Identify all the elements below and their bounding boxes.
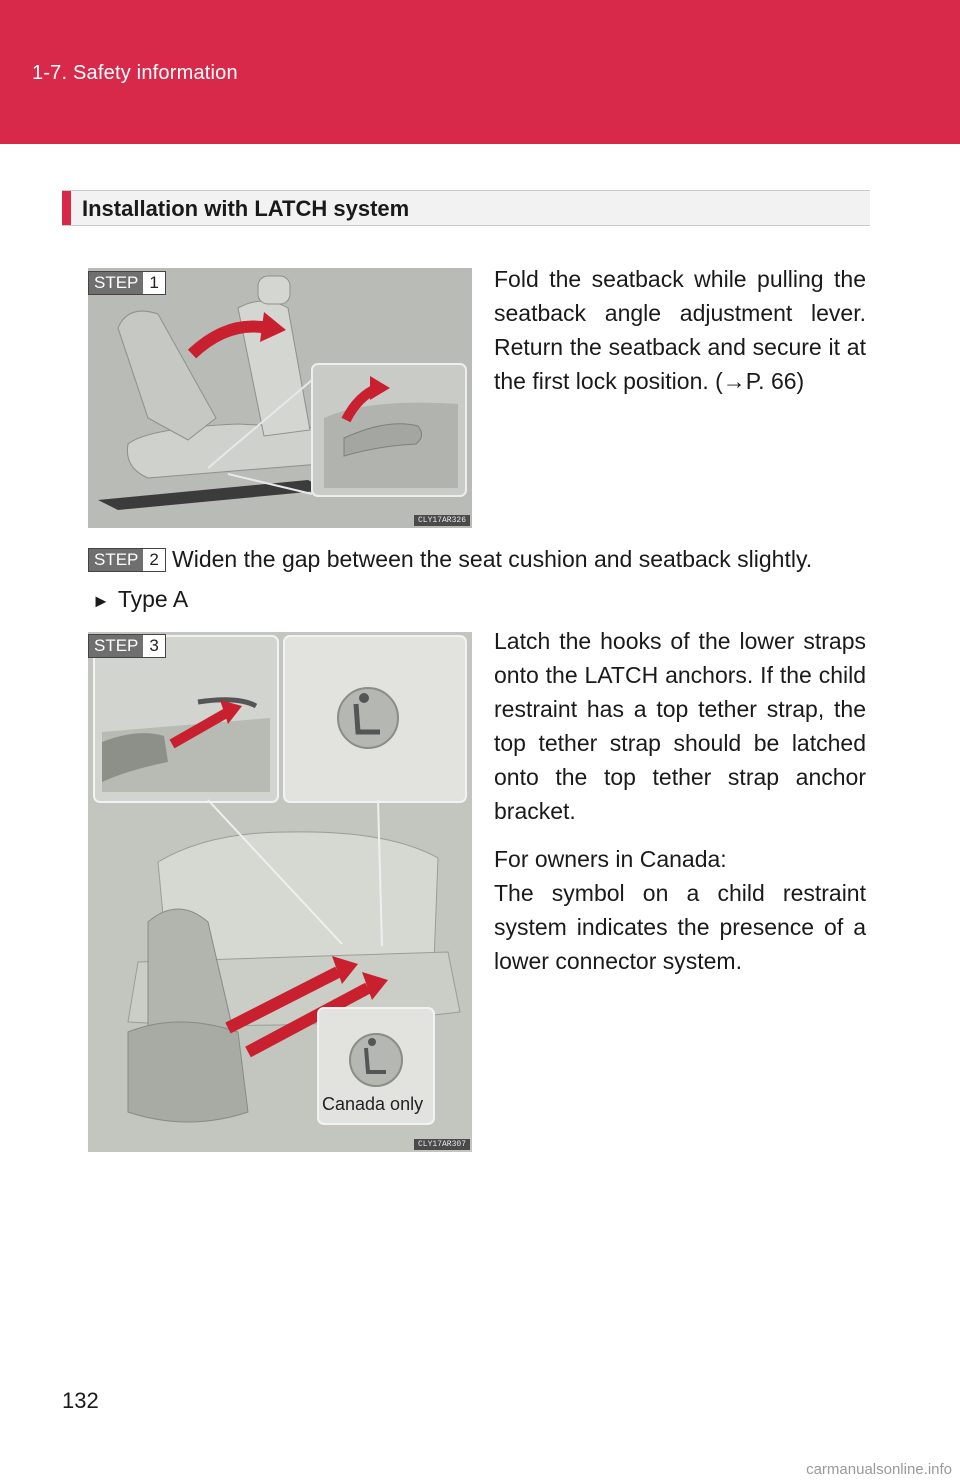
step-3-badge (88, 634, 166, 658)
step-3-text: Latch the hooks of the lower straps onto the LATCH anchors. If the child restraint has a top tether strap, the top tether strap should be latched onto the top tether strap anchor bracket. (494, 628, 866, 824)
page-number: 132 (62, 1388, 99, 1413)
triangle-bullet-icon: ► (92, 591, 110, 611)
type-marker (92, 584, 188, 616)
canada-note-heading: For owners in Canada: (494, 846, 727, 872)
step-1-badge (88, 271, 166, 295)
step-label: STEP (89, 272, 143, 294)
section-accent (62, 191, 71, 225)
watermark: carmanualsonline.info (806, 1461, 952, 1478)
section-title: Installation with LATCH system (82, 196, 410, 221)
canada-note-text: The symbol on a child restraint system indicates the presence of a lower connector system. (494, 880, 866, 974)
step-label: STEP (89, 549, 143, 571)
chapter-title: 1-7. Safety information (32, 62, 238, 84)
figure-code: CLY17AR326 (414, 515, 470, 526)
step-number: 2 (149, 550, 159, 569)
step-label: STEP (89, 635, 143, 657)
figure-seatback-fold (88, 268, 472, 528)
latch-illustration (88, 632, 472, 1152)
step-2-badge (88, 548, 166, 572)
section-title-bar (62, 190, 870, 226)
seat-illustration (88, 268, 472, 528)
figure-code: CLY17AR307 (414, 1139, 470, 1150)
figure-latch-install (88, 632, 472, 1152)
step-2-text: Widen the gap between the seat cushion and seatback slightly. (172, 546, 813, 572)
type-label: Type A (117, 586, 189, 612)
canada-only-label: Canada only (322, 1094, 424, 1114)
canada-note (494, 842, 866, 978)
step-number: 3 (149, 636, 159, 655)
step-1-text: Fold the seatback while pulling the seatback angle adjustment lever. Return the seatback and secure it at the first lock position. (→P. 66) (494, 266, 866, 394)
step-number: 1 (149, 273, 159, 292)
